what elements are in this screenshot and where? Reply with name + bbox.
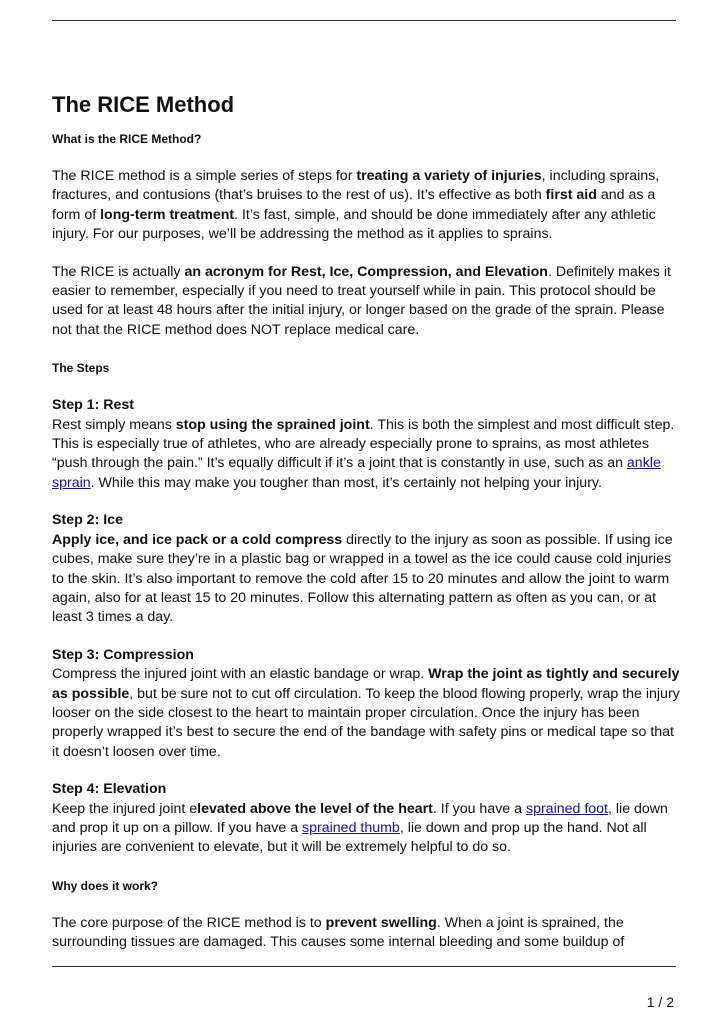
ankle-sprain-link[interactable]: ankle sprain — [52, 455, 661, 491]
step-1-text: Rest simply means stop using the sprained joint. This is both the simplest and most difficult step. This is especially true of athletes, who are already especially prone to sprains, as most athletes “push through the pain.” It’s equally difficult if it’s a joint that is constantly in use, such as an ankle sprain. While this may make you tougher than most, it’s certainly not helping your injury. — [52, 416, 675, 491]
bottom-rule — [52, 966, 676, 967]
step-1-title: Step 1: Rest — [52, 397, 134, 414]
section-heading-why: Why does it work? — [52, 878, 159, 893]
paragraph-intro: The RICE method is a simple series of steps for treating a variety of injuries, including sprains, fractures, and contusions (that’s bruises to the rest of us). It’s effective as both first aid and as a form of long-term treatment. It’s fast, simple, and should be done immediately after any athletic injury. For our purposes, we’ll be addressing the method as it applies to sprains. — [52, 168, 660, 243]
page-title: The RICE Method — [52, 92, 235, 117]
sprained-thumb-link[interactable]: sprained thumb — [302, 819, 400, 836]
sprained-foot-link[interactable]: sprained foot — [525, 800, 608, 817]
paragraph-acronym: The RICE is actually an acronym for Rest, Ice, Compression, and Elevation. Definitely makes it easier to remember, especially if you need to treat yourself while in pain. This protocol should be used for at least 48 hours after the initial injury, or longer based on the grade of the sprain. Please not that the RICE method does NOT replace medical care. — [52, 263, 671, 338]
section-heading-steps: The Steps — [52, 361, 110, 376]
section-heading-what: What is the RICE Method? — [52, 132, 202, 146]
step-4-text: Keep the injured joint elevated above the level of the heart. If you have a sprained foot, lie down and prop it up on a pillow. If you have a sprained thumb, lie down and prop up the hand. Not all injuries are convenient to elevate, but it will be extremely helpful to do so. — [52, 800, 668, 856]
step-3-title: Step 3: Compression — [52, 646, 194, 663]
step-2-text: Apply ice, and ice pack or a cold compress directly to the injury as soon as possible. If using ice cubes, make sure they’re in a plastic bag or wrapped in a towel as the ice could cause cold injuries to the skin. It’s also important to remove the cold after 15 to 20 minutes and allow the joint to warm again, also for at least 15 to 20 minutes. Follow this alternating pattern as often as you can, or at least 3 times a day. — [52, 531, 673, 626]
step-2-title: Step 2: Ice — [52, 512, 123, 529]
document-body — [52, 90, 682, 953]
paragraph-why: The core purpose of the RICE method is to prevent swelling. When a joint is sprained, the surrounding tissues are damaged. This causes some internal bleeding and some buildup of — [52, 914, 625, 951]
step-4-title: Step 4: Elevation — [52, 781, 167, 798]
page-number: 1 / 2 — [646, 994, 674, 1010]
top-rule — [52, 20, 676, 21]
step-3-text: Compress the injured joint with an elastic bandage or wrap. Wrap the joint as tightly and securely as possible, but be sure not to cut off circulation. To keep the blood flowing properly, wrap the injury looser on the side closest to the heart to maintain proper circulation. Once the injury has been properly wrapped it’s best to secure the end of the bandage with safety pins or medical tape so that it doesn’t loosen over time. — [52, 666, 680, 760]
